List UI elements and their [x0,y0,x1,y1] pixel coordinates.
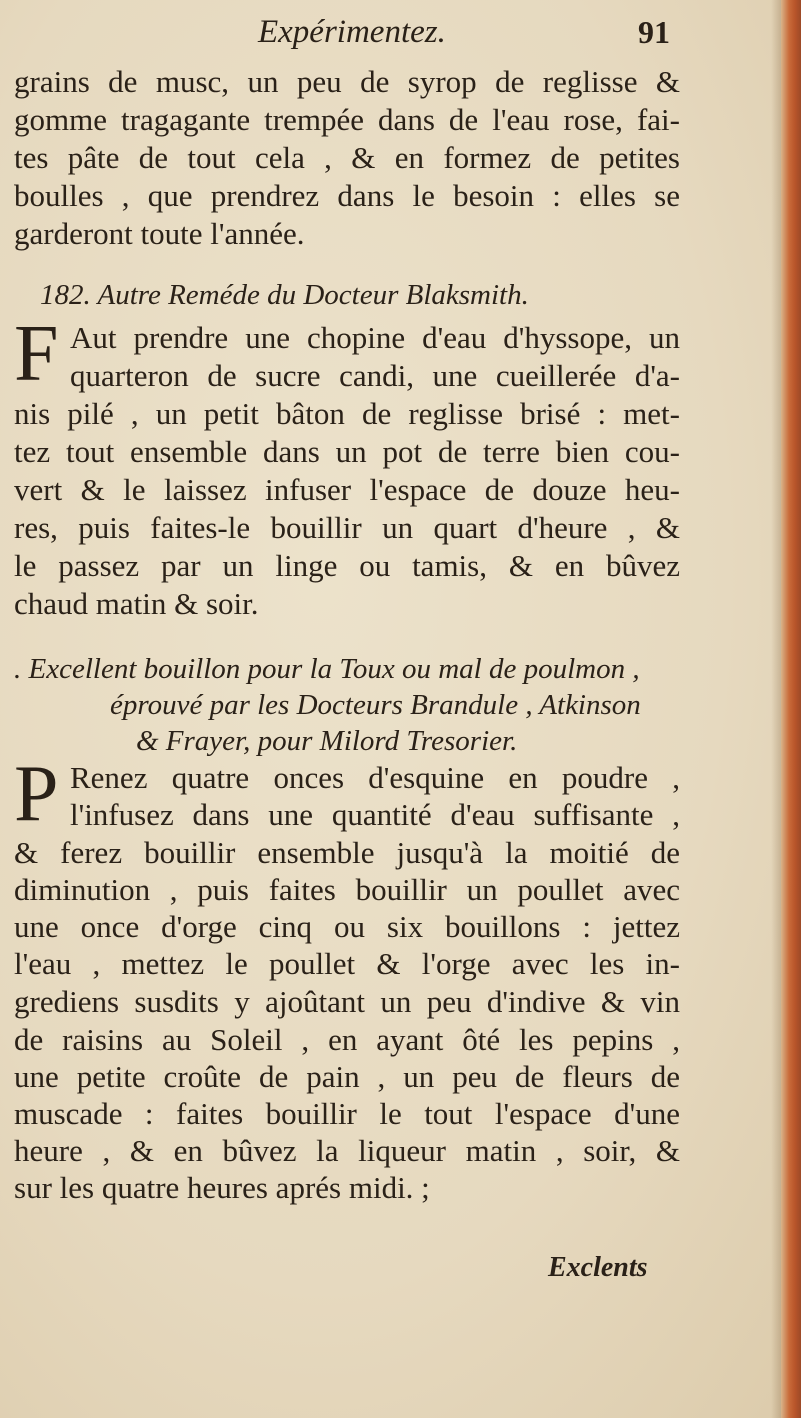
text-line: Aut prendre une chopine d'eau d'hyssope, un [70,320,680,355]
running-head: Expérimentez. [258,14,446,50]
text-line: boulles , que prendrez dans le besoin : elles se [14,178,680,213]
text-line: grediens susdits y ajoûtant un peu d'indive & vin [14,984,680,1019]
text-line: gomme tragagante trempée dans de l'eau rose, fai- [14,102,680,137]
page-edge [781,0,801,1418]
text-line: grains de musc, un peu de syrop de reglisse & [14,64,680,99]
drop-cap: F [14,310,59,398]
section-heading-182: 182. Autre Reméde du Docteur Blaksmith. [40,279,529,311]
page-number: 91 [638,14,670,50]
text-line: vert & le laissez infuser l'espace de douze heu- [14,472,680,507]
catchword: Exclents [548,1252,648,1283]
text-line: tez tout ensemble dans un pot de terre bien cou- [14,434,680,469]
text-line: res, puis faites-le bouillir un quart d'heure , & [14,510,680,545]
text-line: sur les quatre heures aprés midi. ; [14,1170,430,1205]
heading-line: éprouvé par les Docteurs Brandule , Atkinson [110,689,641,721]
text-line: & ferez bouillir ensemble jusqu'à la moitié de [14,835,680,870]
text-line: l'eau , mettez le poullet & l'orge avec les in- [14,946,680,981]
text-line: une once d'orge cinq ou six bouillons : jettez [14,909,680,944]
text-line: nis pilé , un petit bâton de reglisse brisé : met- [14,396,680,431]
text-line: chaud matin & soir. [14,586,259,621]
heading-line: . Excellent bouillon pour la Toux ou mal de poulmon , [14,653,640,685]
page-shadow [771,0,781,1418]
text-line: de raisins au Soleil , en ayant ôté les pepins , [14,1022,680,1057]
text-line: une petite croûte de pain , un peu de fleurs de [14,1059,680,1094]
text-line: tes pâte de tout cela , & en formez de petites [14,140,680,175]
text-line: quarteron de sucre candi, une cueillerée d'a- [70,358,680,393]
text-line: l'infusez dans une quantité d'eau suffisante , [70,797,680,832]
text-line: garderont toute l'année. [14,216,305,251]
heading-line: & Frayer, pour Milord Tresorier. [136,725,518,757]
drop-cap: P [14,750,59,838]
text-line: muscade : faites bouillir le tout l'espace d'une [14,1096,680,1131]
text-line: diminution , puis faites bouillir un poullet avec [14,872,680,907]
text-line: Renez quatre onces d'esquine en poudre , [70,760,680,795]
text-line: le passez par un linge ou tamis, & en bûvez [14,548,680,583]
text-line: heure , & en bûvez la liqueur matin , soir, & [14,1133,680,1168]
